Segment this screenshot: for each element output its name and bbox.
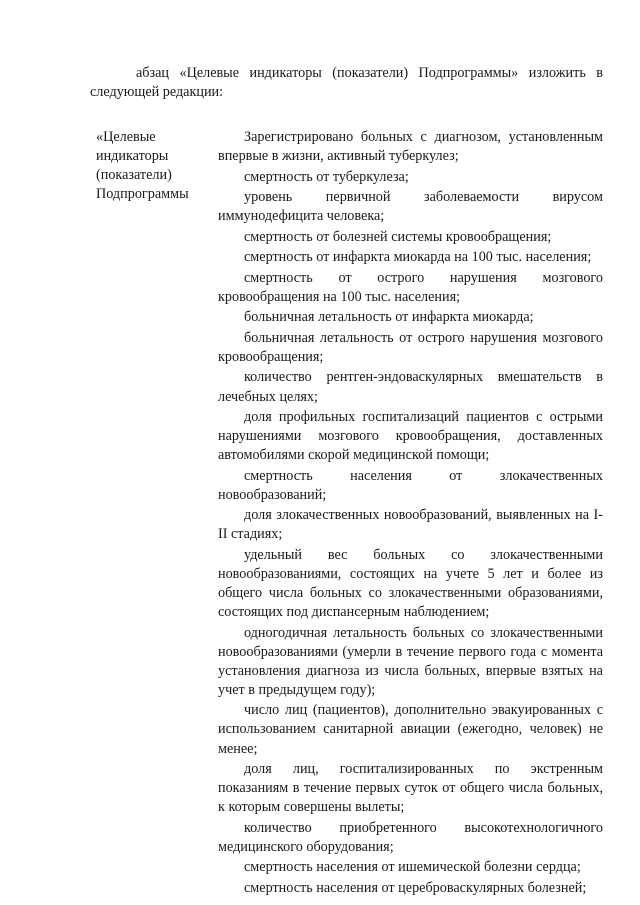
document-page [90,64,603,899]
indicator-item: одногодичная летальность больных со злокачественными новообразованиями (умерли в течение первого года с момента установления диагноза из числа больных, впервые взятых на учет в предыдущем году); [218,624,603,698]
intro-paragraph: абзац «Целевые индикаторы (показатели) Подпрограммы» изложить в следующей редакции: [90,65,603,101]
indicators-label [96,128,206,204]
label-line: «Целевые [96,129,156,146]
indicator-item: доля профильных госпитализаций пациентов с острыми нарушениями мозгового кровообращения, доставленных автомобилями скорой медицинской помощи; [218,409,603,464]
indicators-list [218,128,603,898]
indicator-item: уровень первичной заболеваемости вирусом иммунодефицита человека; [218,189,603,225]
indicator-item: число лиц (пациентов), дополнительно эвакуированных с использованием санитарной авиации (ежегодно, человек) не менее; [218,702,603,757]
label-line: индикаторы [96,148,169,165]
indicator-item: удельный вес больных со злокачественными новообразованиями, состоящих на учете 5 лет и более из общего числа больных со злокачественными образованиями, состоящих под диспансерным наблюдением; [218,546,603,621]
indicator-item: смертность населения от цереброваскулярных болезней; [244,879,587,896]
indicator-item: больничная летальность от инфаркта миокарда; [244,309,534,326]
indicator-item: смертность населения от злокачественных новообразований; [218,467,603,503]
indicator-item: смертность населения от ишемической болезни сердца; [244,859,581,876]
indicators-block [90,128,603,898]
indicator-item: смертность от инфаркта миокарда на 100 тыс. населения; [244,249,592,266]
indicator-item: смертность от болезней системы кровообращения; [244,228,552,245]
indicator-item: больничная летальность от острого нарушения мозгового кровообращения; [218,329,603,365]
indicator-item: смертность от острого нарушения мозгового кровообращения на 100 тыс. населения; [218,269,603,305]
label-line: Подпрограммы [96,186,189,203]
indicator-item: доля злокачественных новообразований, выявленных на I-II стадиях; [218,507,603,543]
label-line: (показатели) [96,167,172,184]
indicator-item: количество приобретенного высокотехнологичного медицинского оборудования; [218,819,603,855]
indicator-item: Зарегистрировано больных с диагнозом, установленным впервые в жизни, активный туберкулез; [218,129,603,165]
indicator-item: количество рентген-эндоваскулярных вмешательств в лечебных целях; [218,369,603,405]
indicator-item: доля лиц, госпитализированных по экстренным показаниям в течение первых суток от общего числа больных, к которым совершены вылеты; [218,761,603,816]
indicator-item: смертность от туберкулеза; [244,168,409,185]
